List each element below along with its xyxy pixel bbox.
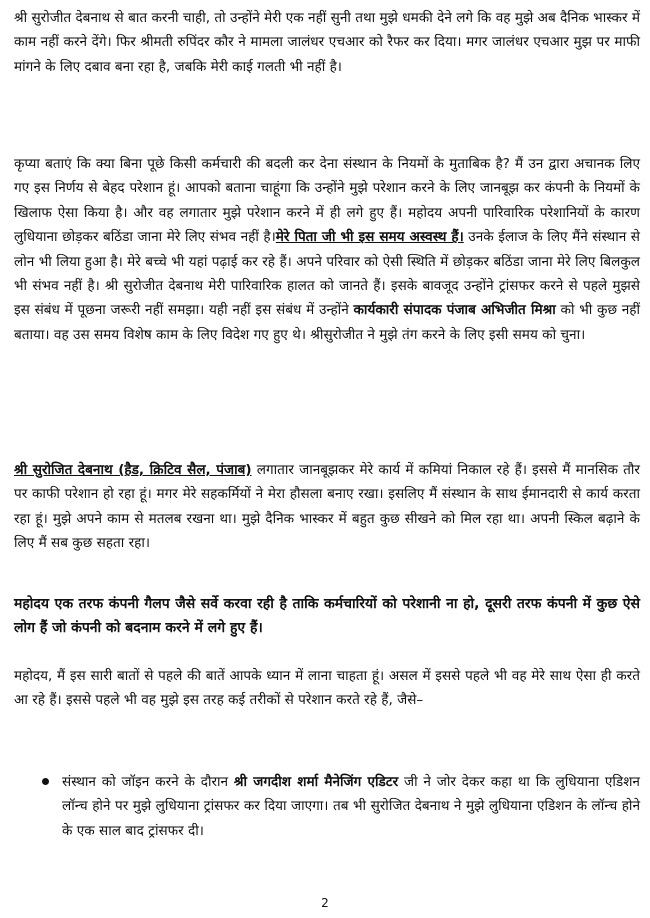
paragraph-5: महोदय, मैं इस सारी बातों से पहले की बातें आपके ध्यान में लाना चाहता हूं। असल में इससे पहले भी वह मेरे साथ ऐसा ही करते आ रहे हैं। इससे पहले भी वह मुझे इस तरह कई तरीकों से परेशान करते रहे हैं, जैसे–	[14, 668, 640, 709]
paragraph-2-text-2: उनके ईलाज के लिए मैंने संस्थान से लोन भी लिया हुआ है। मेरे बच्चे भी यहां पढ़ाई कर रहे हैं। अपने परिवार को ऐसी स्थिति में छोड़कर बठिंडा जाना मेरे लिए बिलकुल भी संभव नहीं है। श्री सुरोजीत देबनाथ मेरी पारिवारिक हालत को जानते हैं। इसके बावजूद उन्होंने ट्रांसफर करने से पहले मुझसे इस संबंध में पूछना जरूरी नहीं समझा। यही नहीं इस संबंध में उन्होंने	[14, 229, 640, 319]
head-creative-cell-highlight: श्री सुरोजित देबनाथ (हैड, क्रिटिव सैल, पंजाब)	[14, 462, 252, 478]
bullet-text-1: संस्थान को जॉइन करने के दौरान	[62, 774, 234, 790]
page-number: 2	[321, 896, 329, 910]
bullet-text-2: जी ने जोर देकर कहा था कि लुधियाना एडिशन लॉन्च होने पर मुझे लुधियाना ट्रांसफर कर दिया जाएगा। तब भी सुरोजित देबनाथ ने मुझे लुधियाना एडिशन के लॉन्च होने के एक साल बाद ट्रांसफर दी।	[62, 774, 640, 839]
executive-editor-highlight: कार्यकारी संपादक पंजाब अभिजीत मिश्रा	[353, 302, 556, 319]
paragraph-3	[14, 458, 640, 556]
paragraph-3-text: लगातार जानबूझकर मेरे कार्य में कमियां निकाल रहे हैं। इससे मैं मानसिक तौर पर काफी परेशान हो रहा हूं। मगर मेरे सहकर्मियों ने मेरा हौसला बनाए रखा। इसलिए मैं संस्थान के साथ ईमानदारी से कार्य करता रहा हूं। मुझे अपने काम से मतलब रखना था। मुझे दैनिक भास्कर में बहुत कुछ सीखने को मिल रहा था। अपनी स्किल बढ़ाने के लिए मैं सब कुछ सहता रहा।	[14, 462, 640, 552]
paragraph-1: श्री सुरोजीत देबनाथ से बात करनी चाही, तो उन्होंने मेरी एक नहीं सुनी तथा मुझे धमकी देने लगे कि वह मुझे अब दैनिक भास्कर में काम नहीं करने देंगे। फिर श्रीमती रुपिंदर कौर ने मामला जालंधर एचआर को रैफर कर दिया। मगर जालंधर एचआर मुझ पर माफी मांगने के लिए दबाव बना रहा है, जबकि मेरी काई गलती भी नहीं है।	[14, 10, 640, 75]
paragraph-2-text-3: को भी कुछ नहीं बताया। वह उस समय विशेष काम के लिए विदेश गए हुए थे। श्रीसुरोजीत ने मुझे तंग करने के लिए इसी समय को चुना।	[14, 302, 640, 343]
managing-editor-highlight: श्री जगदीश शर्मा मैनेजिंग एडिटर	[233, 774, 399, 790]
paragraph-4-bold: महोदय एक तरफ कंपनी गैलप जैसे सर्वे करवा रही है ताकि कर्मचारियों को परेशानी ना हो, दूसरी तरफ कंपनी में कुछ ऐसे लोग हैं जो कंपनी को बदनाम करने में लगे हुए हैं।	[14, 596, 640, 637]
paragraph-2	[14, 152, 640, 347]
bullet-item-text	[62, 770, 640, 843]
father-unwell-highlight: मेरे पिता जी भी इस समय अस्वस्थ हैं।	[275, 229, 464, 246]
bullet-dot-icon	[42, 778, 49, 785]
paragraph-2-text-1: कृप्या बताएं कि क्या बिना पूछे किसी कर्मचारी की बदली कर देना संस्थान के नियमों के मुताबिक है? मैं उन द्वारा अचानक लिए गए इस निर्णय से बेहद परेशान हूं। आपको बताना चाहूंगा कि उन्होंने मुझे परेशान करने के लिए जानबूझ कर कंपनी के नियमों के खिलाफ ऐसा किया है। और वह लगातार मुझे परेशान करने में ही लगे हुए हैं। महोदय अपनी पारिवारिक परेशानियों के कारण लुधियाना छोड़कर बठिंडा जाना मेरे लिए संभव नहीं है।	[14, 156, 640, 246]
